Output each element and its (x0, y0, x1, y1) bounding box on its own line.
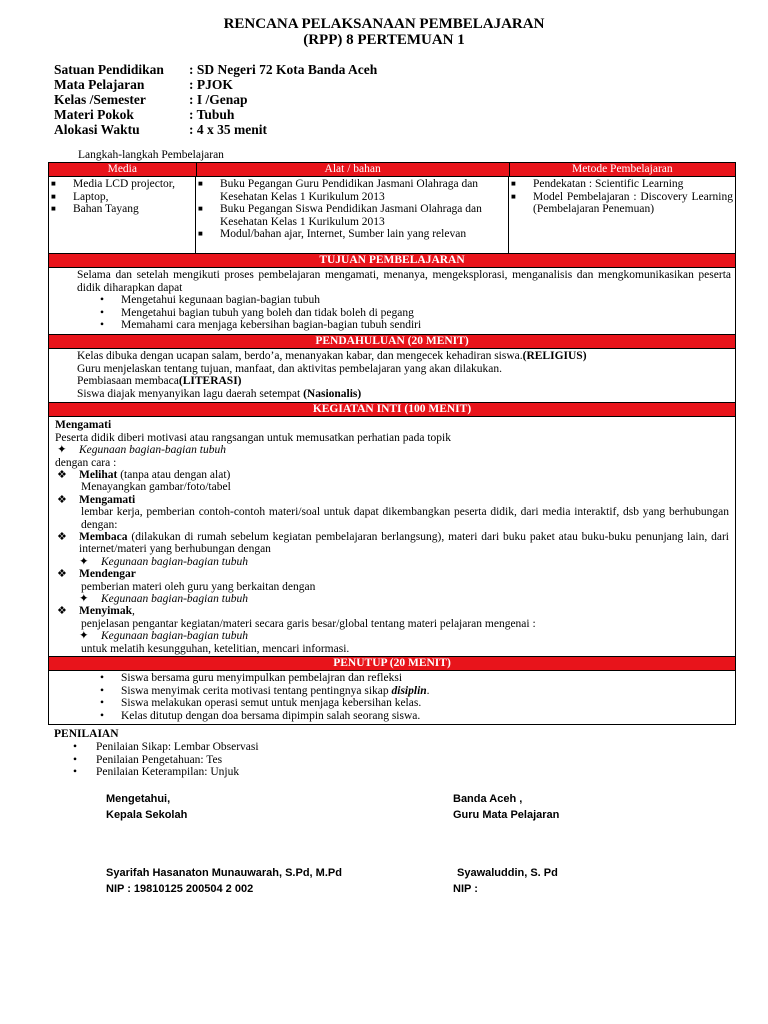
topic-text: Kegunaan bagian-bagian tubuh (101, 593, 248, 606)
penutup-item: • Siswa bersama guru menyimpulkan pembelajran dan refleksi (97, 672, 731, 685)
alat-header: Alat / bahan (197, 163, 510, 176)
diamond-bullet-icon: ❖ (57, 468, 67, 481)
topic-text: Kegunaan bagian-bagian tubuh (79, 444, 226, 457)
metode-item: Pendekatan : Scientific Learning (533, 178, 684, 190)
info-value: : Tubuh (189, 107, 235, 122)
sig-left-line1: Mengetahui, (106, 793, 171, 805)
diamond-bullet-icon: ❖ (57, 568, 67, 581)
tujuan-section (49, 268, 735, 335)
penutup-item: . (426, 684, 430, 697)
diamond-bullet-icon: ❖ (57, 531, 67, 543)
info-key: Satuan Pendidikan (54, 62, 164, 77)
info-value: : 4 x 35 menit (189, 122, 267, 137)
lesson-table (48, 162, 736, 725)
resources-row (49, 177, 735, 254)
penilaian-header: PENILAIAN (54, 728, 119, 740)
pendahuluan-tag: (RELIGIUS) (522, 349, 587, 362)
pendahuluan-line: Pembiasaan membaca (77, 375, 179, 388)
steps-label: Langkah-langkah Pembelajaran (78, 149, 224, 161)
topic-text: Kegunaan bagian-bagian tubuh (101, 555, 248, 568)
penutup-item: • Kelas ditutup dengan doa bersama dipimpin salah seorang siswa. (97, 710, 731, 723)
media-header: Media (49, 163, 197, 176)
penilaian-list (70, 741, 259, 779)
media-item: Media LCD projector, (73, 178, 176, 190)
info-key: Materi Pokok (54, 107, 134, 122)
diamond-bullet-icon: ❖ (57, 605, 67, 618)
sig-right-line2: Guru Mata Pelajaran (453, 809, 560, 821)
sig-right-nip: NIP : (453, 883, 478, 895)
pendahuluan-line: Kelas dibuka dengan ucapan salam, berdo’a, menanyakan kabar, dan mengecek kehadiran siswa. (77, 349, 523, 362)
penilaian-item: • Penilaian Keterampilan: Unjuk (70, 766, 259, 779)
inti-text: lembar kerja, pemberian contoh-contoh materi/soal untuk dapat dikembangkan peserta didik, dari media interaktif, dsb yang berhubungan dengan: (81, 506, 729, 531)
table-header-row (49, 163, 735, 177)
pendahuluan-line: Siswa diajak menyanyikan lagu daerah setempat (77, 387, 304, 400)
pendahuluan-tag: (Nasionalis) (303, 387, 362, 400)
inti-section: Mengamati Peserta didik diberi motivasi atau rangsangan untuk memusatkan perhatian pada topik ✦ Kegunaan bagian-bagian tubuh dengan cara : ❖ Melihat (tanpa atau dengan alat) Menayangkan gambar/foto/tabel ❖ Mengamati lembar kerja, pemberian contoh-contoh materi/soal untuk dapat dikembangkan peserta didik, dari media interaktif, dsb yang berhubungan dengan: ❖ Membaca (dilakukan di rumah sebelum kegiatan pembelajaran berlangsung), materi dari buku paket atau buku-buku penunjang lain, dari internet/materi yang berhubungan dengan ✦ Kegunaan bagian-bagian tubuh ❖ Mendengar pemberian materi oleh guru yang berkaitan dengan ✦ Kegunaan bagian-bagian tubuh ❖ Menyimak, penjelasan pengantar kegiatan/materi secara garis besar/global tentang materi pelajaran mengenai : ✦ Kegunaan bagian-bagian tubuh untuk melatih kesungguhan, ketelitian, mencari informasi. (49, 417, 735, 657)
metode-header: Metode Pembelajaran (572, 163, 673, 175)
info-key: Kelas /Semester (54, 92, 146, 107)
penutup-section (49, 671, 735, 724)
identity-block (54, 62, 377, 137)
penilaian-item: • Penilaian Sikap: Lembar Observasi (70, 741, 259, 754)
inti-text: Peserta didik diberi motivasi atau rangsangan untuk memusatkan perhatian pada topik (55, 431, 452, 444)
alat-item: Modul/bahan ajar, Internet, Sumber lain yang relevan (220, 228, 467, 240)
metode-cell: ■ Pendekatan : Scientific Learning ■ Model Pembelajaran : Discovery Learning (Pembelajaran Penemuan) (511, 178, 733, 215)
inti-text: penjelasan pengantar kegiatan/materi secara garis besar/global tentang materi pelajaran mengenai : (81, 617, 536, 630)
media-item: Laptop, (73, 190, 109, 203)
inti-text: (tanpa atau dengan alat) (117, 468, 231, 481)
tujuan-item: • Memahami cara menjaga kebersihan bagian-bagian tubuh sendiri (97, 319, 731, 332)
metode-item: Model Pembelajaran : Discovery Learning (Pembelajaran Penemuan) (533, 190, 733, 215)
topic-text: Kegunaan bagian-bagian tubuh (101, 630, 248, 643)
sig-left-line2: Kepala Sekolah (106, 809, 188, 821)
pendahuluan-tag: (LITERASI) (178, 375, 242, 388)
melihat-label: Melihat (79, 468, 118, 481)
media-item: Bahan Tayang (73, 203, 139, 215)
star-bullet-icon: ✦ (79, 593, 89, 606)
penilaian-item: • Penilaian Pengetahuan: Tes (70, 754, 259, 767)
penutup-item: • Siswa melakukan operasi semut untuk menjaga kebersihan kelas. (97, 697, 731, 710)
sig-left-nip: NIP : 19810125 200504 2 002 (106, 883, 254, 895)
tujuan-item: • Mengetahui bagian tubuh yang boleh dan tidak boleh di pegang (97, 307, 731, 320)
diamond-bullet-icon: ❖ (57, 493, 67, 506)
signature-right (453, 791, 559, 897)
penutup-emphasis: disiplin (391, 684, 427, 697)
signature-left (106, 791, 342, 897)
tujuan-intro: Selama dan setelah mengikuti proses pembelajaran mengamati, menanya, mengeksplorasi, menganalisis dan mengkomunikasikan peserta didik diharapkan dapat (77, 269, 731, 294)
star-bullet-icon: ✦ (57, 444, 67, 457)
info-value: : I /Genap (189, 92, 248, 107)
doc-title-line2: (RPP) 8 PERTEMUAN 1 (303, 32, 465, 48)
pendahuluan-section (49, 349, 735, 403)
tujuan-header: TUJUAN PEMBELAJARAN (49, 254, 735, 268)
pendahuluan-line: Guru menjelaskan tentang tujuan, manfaat, dan aktivitas pembelajaran yang akan dilakukan. (77, 362, 503, 375)
doc-title-line1: RENCANA PELAKSANAAN PEMBELAJARAN (223, 16, 545, 32)
media-cell: ■ Media LCD projector, ■ Laptop, ■ Bahan Tayang (49, 177, 196, 253)
sig-right-line1: Banda Aceh , (453, 793, 523, 805)
sig-right-name: Syawaluddin, S. Pd (457, 867, 558, 879)
star-bullet-icon: ✦ (79, 630, 89, 643)
info-key: Mata Pelajaran (54, 77, 145, 92)
inti-text: (dilakukan di rumah sebelum kegiatan pembelajaran berlangsung), materi dari buku paket atau buku-buku penunjang lain, dari internet/materi yang berhubungan dengan (79, 531, 729, 556)
pendahuluan-header: PENDAHULUAN (20 MENIT) (49, 335, 735, 349)
alat-item: Buku Pegangan Siswa Pendidikan Jasmani Olahraga dan Kesehatan Kelas 1 Kurikulum 2013 (220, 203, 482, 228)
mengamati-title: Mengamati (55, 419, 112, 432)
tujuan-item: • Mengetahui kegunaan bagian-bagian tubuh (97, 294, 731, 307)
alat-item: Buku Pegangan Guru Pendidikan Jasmani Olahraga dan Kesehatan Kelas 1 Kurikulum 2013 (220, 178, 479, 203)
info-value: : SD Negeri 72 Kota Banda Aceh (189, 62, 378, 77)
alat-cell: ■ Buku Pegangan Guru Pendidikan Jasmani Olahraga dan Kesehatan Kelas 1 Kurikulum 2013 ■ Buku Pegangan Siswa Pendidikan Jasmani Olahraga dan Kesehatan Kelas 1 Kurikulum 2013 ■ Modul/bahan ajar, Internet, Sumber lain yang relevan (196, 177, 509, 253)
menyimak-label: Menyimak (79, 605, 133, 618)
info-key: Alokasi Waktu (54, 122, 140, 137)
mendengar-label: Mendengar (79, 568, 136, 581)
star-bullet-icon: ✦ (79, 555, 89, 568)
info-value: : PJOK (189, 77, 233, 92)
inti-text: untuk melatih kesungguhan, ketelitian, mencari informasi. (81, 642, 350, 655)
inti-text: pemberian materi oleh guru yang berkaitan dengan (81, 580, 316, 593)
inti-text: dengan cara : (55, 456, 117, 469)
sig-left-name: Syarifah Hasanaton Munauwarah, S.Pd, M.Pd (106, 867, 342, 879)
inti-text: Menayangkan gambar/foto/tabel (81, 481, 231, 494)
mengamati-label: Mengamati (79, 493, 136, 506)
penutup-header: PENUTUP (20 MENIT) (49, 657, 735, 671)
membaca-label: Membaca (79, 531, 128, 543)
inti-header: KEGIATAN INTI (100 MENIT) (49, 403, 735, 417)
penutup-item: Siswa menyimak cerita motivasi tentang pentingnya sikap (121, 684, 392, 697)
